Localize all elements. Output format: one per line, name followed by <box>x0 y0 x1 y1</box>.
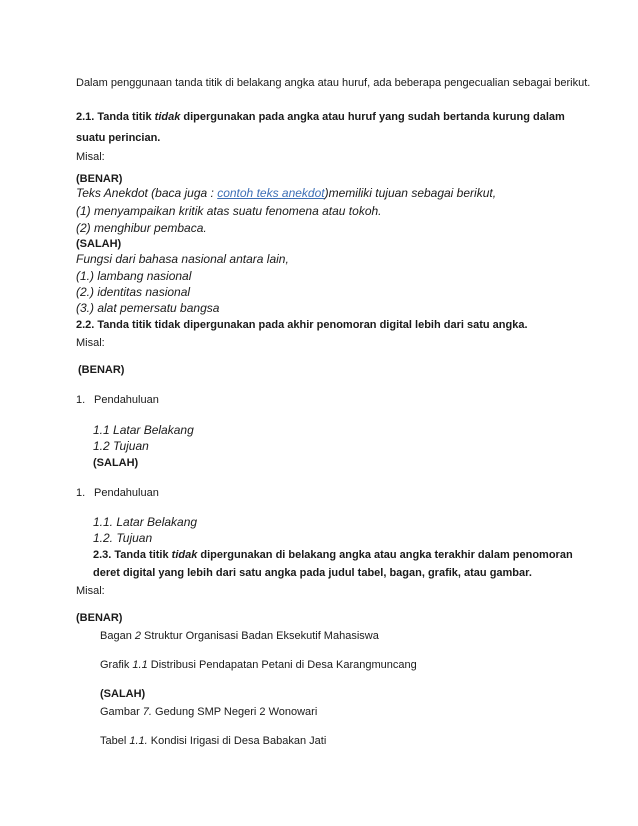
misal-label: Misal: <box>76 585 105 597</box>
section-2-2-heading: 2.2. Tanda titik tidak dipergunakan pada akhir penomoran digital lebih dari satu angka. <box>76 319 528 331</box>
heading-emphasis: tidak <box>171 549 198 561</box>
caption-number: 1.1 <box>132 659 148 671</box>
benar-label: (BENAR) <box>78 364 125 376</box>
example-line: (1.) lambang nasional <box>76 269 192 283</box>
sub-list-item: 1.1 Latar Belakang <box>93 423 194 437</box>
example-text: )memiliki tujuan sebagai berikut, <box>324 186 497 200</box>
sub-list-item: 1.1. Latar Belakang <box>93 515 198 529</box>
example-caption <box>100 705 317 719</box>
example-line <box>76 185 496 201</box>
section-2-1-heading-line2: suatu perincian. <box>76 132 161 144</box>
list-number: 1. <box>76 487 86 499</box>
example-caption <box>100 629 379 643</box>
benar-label: (BENAR) <box>76 173 123 185</box>
misal-label: Misal: <box>76 337 105 349</box>
caption-text: Tabel <box>100 735 130 747</box>
intro-paragraph: Dalam penggunaan tanda titik di belakang angka atau huruf, ada beberapa pengecualian sebagai berikut. <box>76 77 591 89</box>
example-line: (2) menghibur pembaca. <box>76 221 207 235</box>
section-2-3-heading-line2: deret digital yang lebih dari satu angka pada judul tabel, bagan, grafik, atau gambar. <box>93 567 532 579</box>
contoh-teks-anekdot-link[interactable]: contoh teks anekdot <box>217 186 325 200</box>
caption-text: Distribusi Pendapatan Petani di Desa Karangmuncang <box>147 659 417 671</box>
example-caption <box>100 734 326 748</box>
heading-text: 2.3. Tanda titik <box>93 549 172 561</box>
example-line: (2.) identitas nasional <box>76 285 191 299</box>
caption-text: Kondisi Irigasi di Desa Babakan Jati <box>147 735 327 747</box>
sub-list-item: 1.2. Tujuan <box>93 531 153 545</box>
salah-label: (SALAH) <box>93 457 139 469</box>
section-2-3-heading <box>93 548 573 562</box>
heading-text: dipergunakan di belakang angka atau angka terakhir dalam penomoran <box>197 549 573 561</box>
caption-number: 7. <box>142 706 152 718</box>
example-text: Teks Anekdot (baca juga : <box>76 186 218 200</box>
caption-text: Struktur Organisasi Badan Eksekutif Mahasiswa <box>141 630 379 642</box>
benar-label: (BENAR) <box>76 612 123 624</box>
caption-number: 1.1. <box>129 735 148 747</box>
section-2-1-heading <box>76 110 565 124</box>
example-line: Fungsi dari bahasa nasional antara lain, <box>76 252 289 266</box>
salah-label: (SALAH) <box>76 238 122 250</box>
example-line: (1) menyampaikan kritik atas suatu fenomena atau tokoh. <box>76 204 382 218</box>
heading-text: 2.1. Tanda titik <box>76 111 155 123</box>
list-item: Pendahuluan <box>94 487 159 499</box>
salah-label: (SALAH) <box>100 688 146 700</box>
heading-text: dipergunakan pada angka atau huruf yang sudah bertanda kurung dalam <box>180 111 565 123</box>
misal-label: Misal: <box>76 151 105 163</box>
caption-number: 2 <box>134 630 141 642</box>
example-caption <box>100 658 417 672</box>
caption-text: Grafik <box>100 659 133 671</box>
sub-list-item: 1.2 Tujuan <box>93 439 149 453</box>
caption-text: Gambar <box>100 706 143 718</box>
list-item: Pendahuluan <box>94 394 159 406</box>
heading-emphasis: tidak <box>154 111 181 123</box>
caption-text: Bagan <box>100 630 135 642</box>
caption-text: Gedung SMP Negeri 2 Wonowari <box>151 706 318 718</box>
example-line: (3.) alat pemersatu bangsa <box>76 301 220 315</box>
list-number: 1. <box>76 394 86 406</box>
